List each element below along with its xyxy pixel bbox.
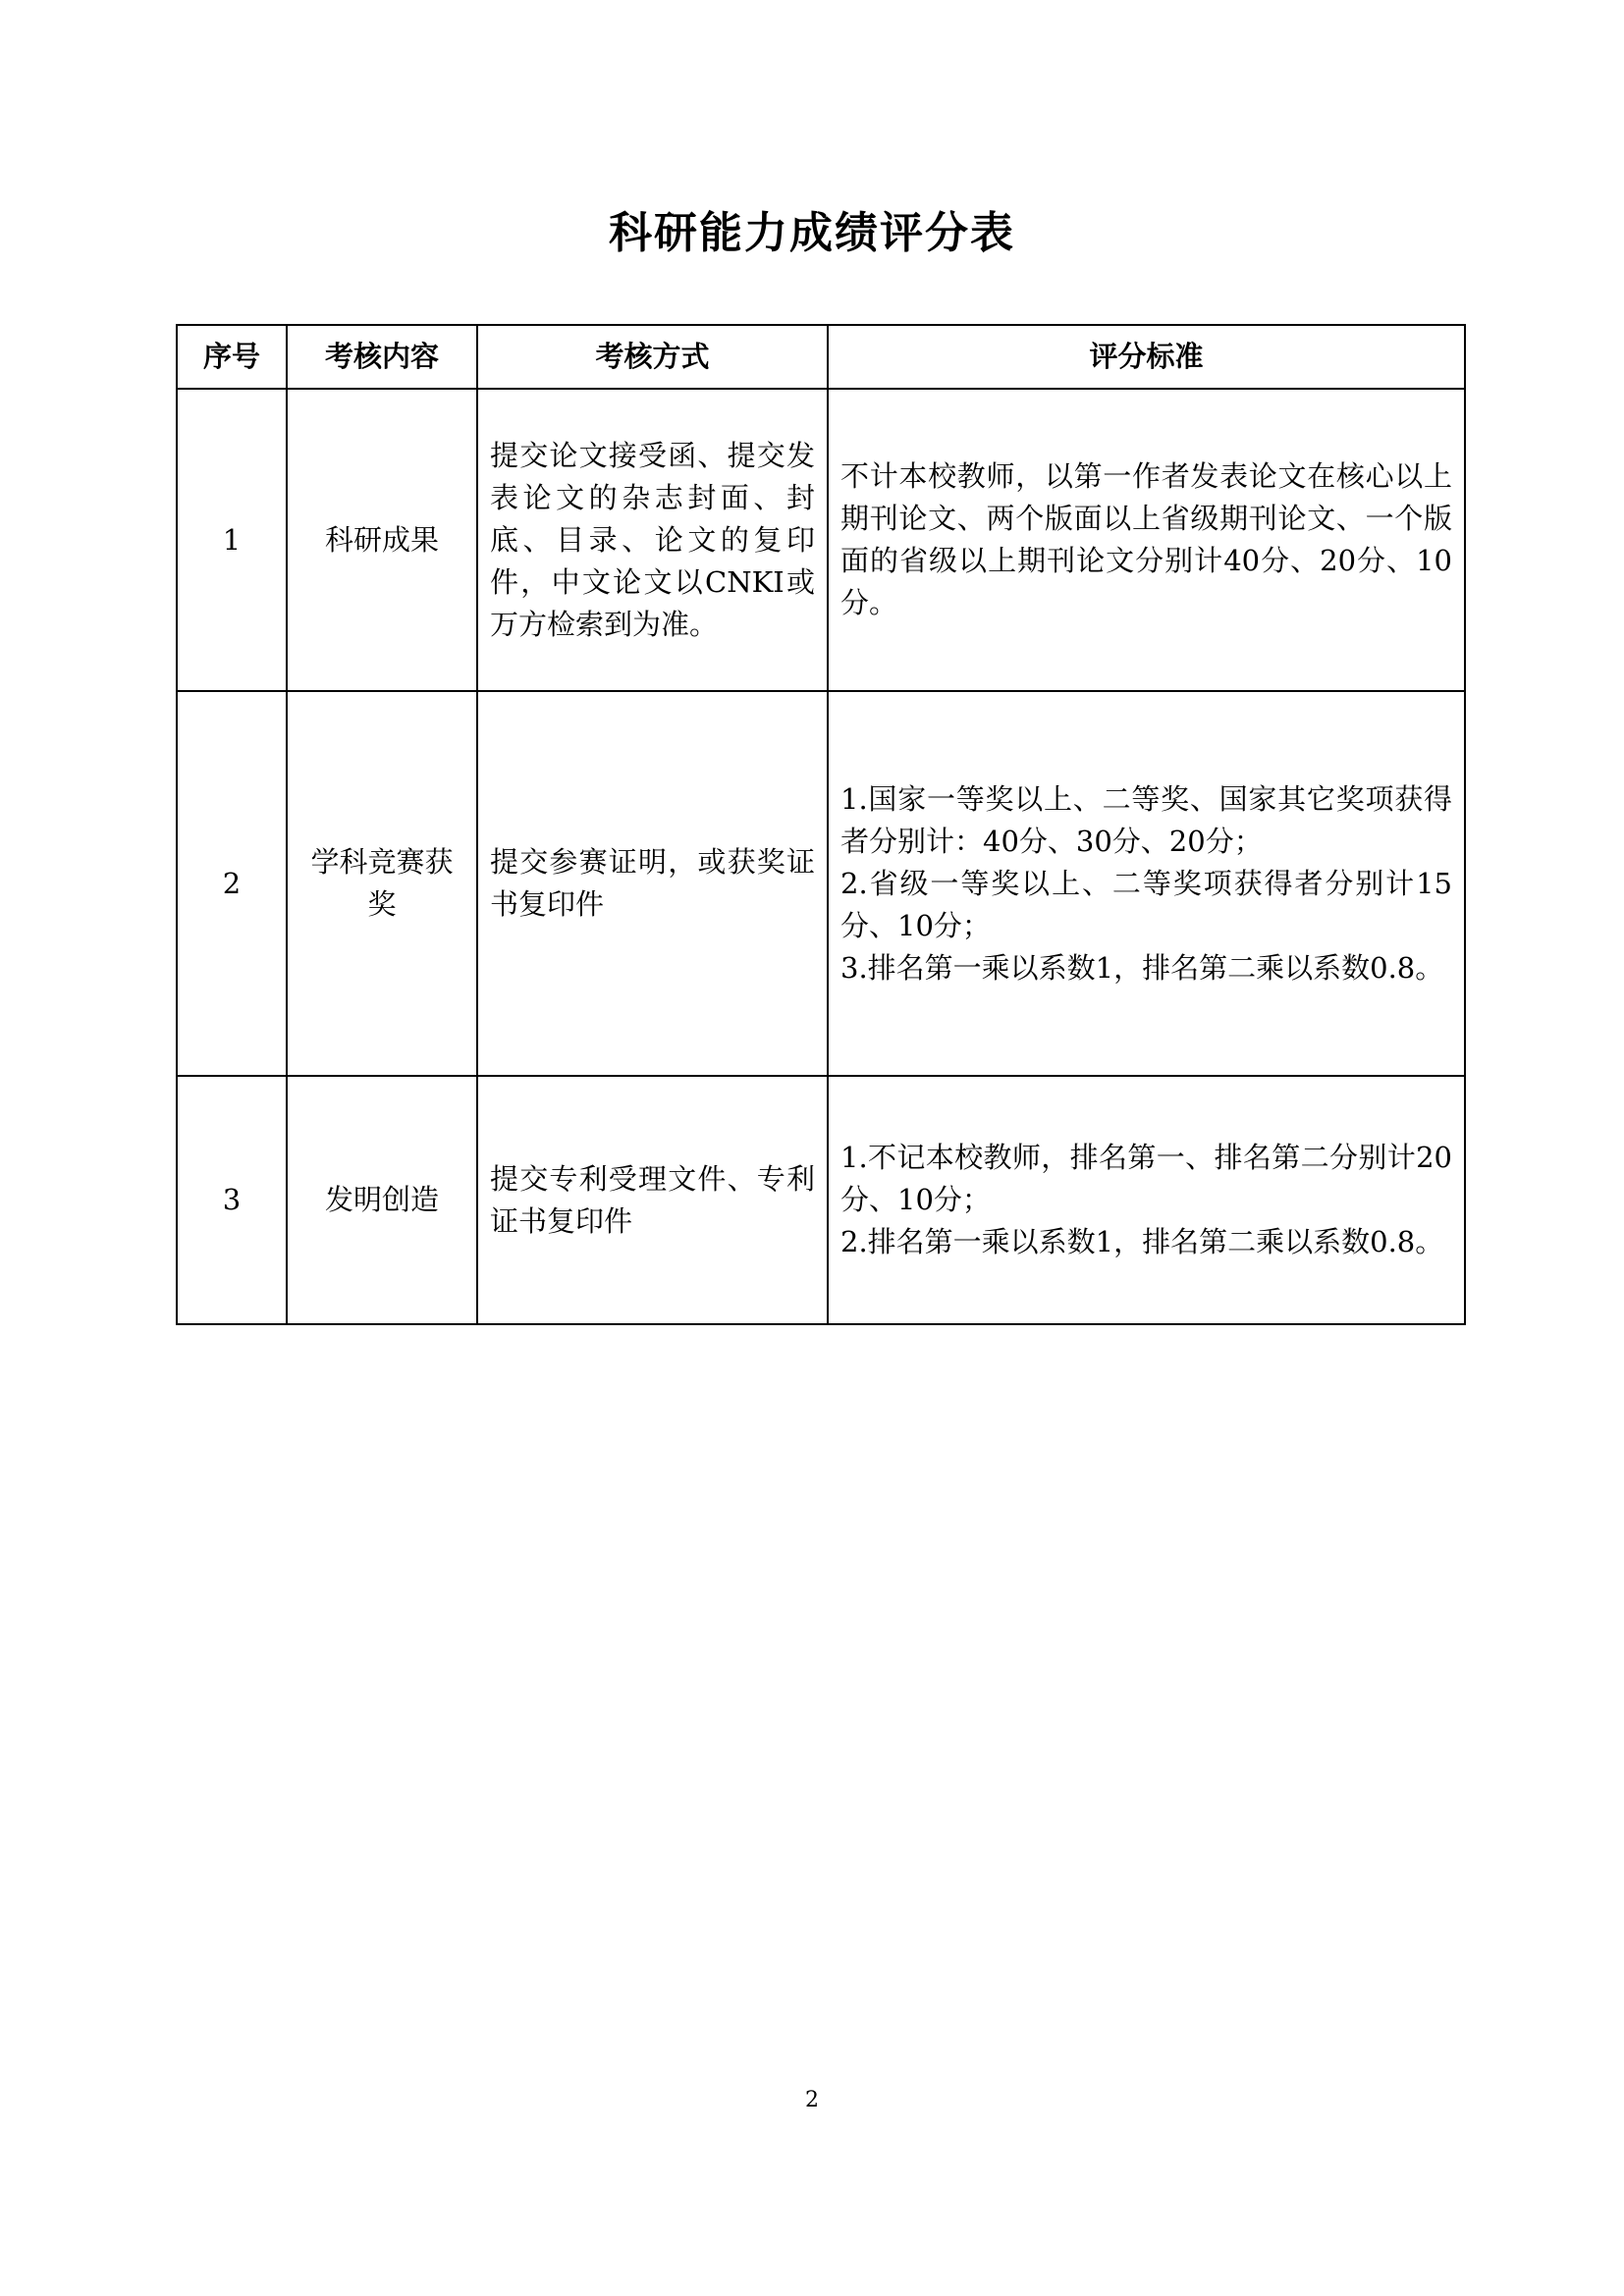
page-title: 科研能力成绩评分表 bbox=[609, 208, 1015, 258]
row-item: 科研成果 bbox=[287, 389, 477, 691]
header-item: 考核内容 bbox=[287, 325, 477, 389]
row-method: 提交论文接受函、提交发表论文的杂志封面、封底、目录、论文的复印件，中文论文以CNKI或万方检索到为准。 bbox=[477, 389, 828, 691]
row-no: 2 bbox=[177, 691, 287, 1076]
table-row bbox=[177, 1076, 1465, 1324]
row-method: 提交专利受理文件、专利证书复印件 bbox=[477, 1076, 828, 1324]
header-criteria: 评分标准 bbox=[828, 325, 1465, 389]
table-header-row bbox=[177, 325, 1465, 389]
row-no: 1 bbox=[177, 389, 287, 691]
row-criteria: 1.国家一等奖以上、二等奖、国家其它奖项获得者分别计：40分、30分、20分； 2.省级一等奖以上、二等奖项获得者分别计15分、10分； 3.排名第一乘以系数1，排名第二乘以系数0.8。 bbox=[828, 691, 1465, 1076]
row-no: 3 bbox=[177, 1076, 287, 1324]
table-row bbox=[177, 691, 1465, 1076]
table-row bbox=[177, 389, 1465, 691]
header-method: 考核方式 bbox=[477, 325, 828, 389]
page-number: 2 bbox=[805, 2088, 819, 2112]
header-no: 序号 bbox=[177, 325, 287, 389]
row-criteria: 1.不记本校教师，排名第一、排名第二分别计20分、10分； 2.排名第一乘以系数1，排名第二乘以系数0.8。 bbox=[828, 1076, 1465, 1324]
score-table bbox=[176, 324, 1466, 1325]
row-criteria: 不计本校教师，以第一作者发表论文在核心以上期刊论文、两个版面以上省级期刊论文、一个版面的省级以上期刊论文分别计40分、20分、10分。 bbox=[828, 389, 1465, 691]
row-item: 发明创造 bbox=[287, 1076, 477, 1324]
row-method: 提交参赛证明，或获奖证书复印件 bbox=[477, 691, 828, 1076]
row-item: 学科竞赛获奖 bbox=[287, 691, 477, 1076]
